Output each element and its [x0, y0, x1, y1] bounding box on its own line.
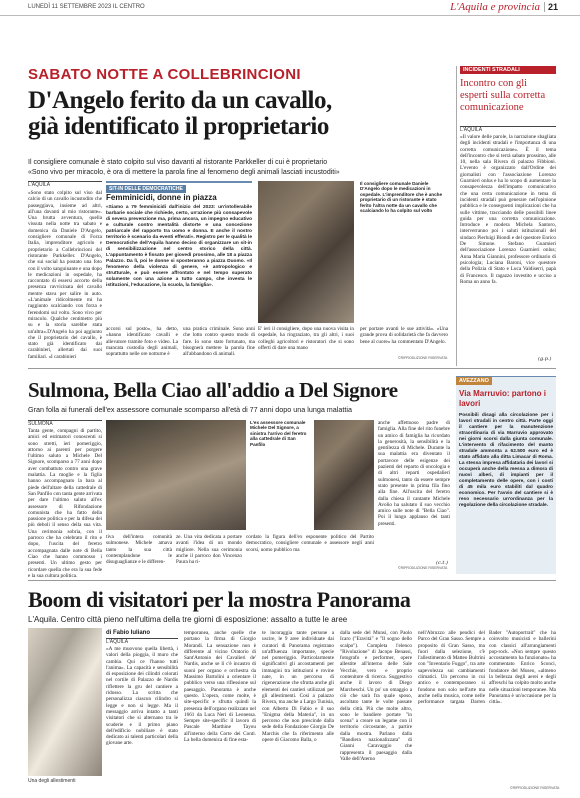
page-header: [0, 0, 580, 16]
story1-headline: [28, 88, 448, 140]
story2-photo-caption: [250, 420, 310, 530]
story3-col5-text: nell'Abruzzo alle pendici del Parco del Gran Sasso. Sempre a proposito di Gran Sasso, ma fuori dalla selezione, c'è l'allestimento di Matteo Bultrini con "Inventario Fuggo", tra arte sapevolezza sui cambiamenti climatici. Un percorso in cui antico e contemporaneo si fondono non solo nell'arte ma anche nella musica, come nelle performance targata Darren Bader "Autoportrait" che ha coinvolto musicisti e ballerini con classici all'arrangiamenti pop-rock. «Non sempre questo accostamento ha funzionato» ha commentato Enrico Sconci, fondatore del Museo, «almeno la bellezza degli aerei e degli affreschi ha colpito molto anche nelle situazioni temporanee. Ma Panorama è un'occasione per la città».: [418, 630, 558, 706]
story2-signature: (c.t.): [436, 560, 448, 566]
story2-caption-text: L'ex assessore comunale Michele Del Signore, a sinistra l'arrivo del feretro alla cattedrale di San Panfilo: [250, 420, 307, 447]
story2-photo-portrait: [314, 420, 374, 530]
story3-col3: [262, 630, 334, 788]
story2-headline: Sulmona, Bella Ciao all'addio a Del Signore: [28, 378, 398, 402]
story1-caption-text: Il consigliere comunale Daniele D'Angelo dopo le medicazioni in ospedale. L'imprenditore che è anche proprietario di un ristorante è stato ferito l'altra notte da un cavallo che scalciando lo ha colpito sul volto: [360, 181, 443, 214]
story2-subheadline: Gran folla ai funerali dell'ex assessore comunale scomparso all'età di 77 anni dopo una lunga malattia: [28, 405, 352, 414]
sidebar1-signature: (g.p.): [538, 356, 552, 362]
story1-subheadline: [28, 158, 448, 178]
story2-col-c: [246, 534, 374, 572]
story1-location-label: L'AQUILA: [28, 181, 102, 188]
story-separator-1: [28, 368, 556, 369]
sidebar1-tag: INCIDENTI STRADALI: [460, 66, 556, 74]
story1-col-a-text: accorsi sul posto», ha detto, «hanno identificato cavalli e allevatore tramite foto e video. La mancata custodia degli animali, soprattutto nelle ore notturne è: [106, 326, 180, 358]
story1-col-b: [183, 326, 255, 362]
story3-col4: [340, 630, 412, 788]
story2-credit: ©RIPRODUZIONE RISERVATA: [398, 566, 448, 570]
story2-col-d-text: anche affettuoso padre di famiglia. Alla fine del rito funebre un amico di famiglia ha ricordato la generosità, la sensibilità e la gentilezza di Michele. Durante la sua malattia era diventato il portavoce delle esigenze dei pazienti del reparto di oncologia e di altri reparti ospedalieri sulmonesi, tanto da essere sempre stato presente in prima fila fino alla fine. All'uscita del feretro dalla chiesa il cantante Michele Avolio ha salutato il suo vecchio amico sulle note di "Bella Ciao". Poi il lungo applauso dei tanti presenti.: [378, 420, 452, 527]
sidebar2-title: Via Marruvio: partono i lavori: [459, 389, 546, 408]
story3-headline: Boom di visitatori per la mostra Panorama: [28, 587, 411, 612]
story3-credit: ©RIPRODUZIONE RISERVATA: [510, 786, 560, 790]
inset-tag: SIT-IN DELLE DEMOCRATICHE: [106, 185, 186, 193]
story1-col-c: [258, 326, 354, 362]
page-number: 21: [544, 2, 558, 12]
story1-photo: [258, 181, 354, 323]
story3-location-label: L'AQUILA: [106, 638, 178, 645]
sidebar1-body: [460, 134, 556, 358]
inset-text: «Siamo a 79 femminicidi dall'inizio del 2023: un'intollerabile barbarie sociale che richiede, certo, un'azione più consapevole di severa prevenzione ma, prima ancora, un impegno educativo e culturale contro mentalità distorte e una concezione patriarcale del rapporto tra uomo e donna. E anche il nostro territorio è scenario da eventi efferati». Registro per le qualità le Democratiche dell'Aquila hanno deciso di organizzare un sit-in di sensibilizzazione nel centro storico della città. L'appuntamento è fissato per giovedì prossimo, alle 18 a piazza Palazzo. Da lì, poi le donne si sposteranno a piazza Duomo. «Il fenomeno della violenza di genere, «è antropologico e strutturale, e può essere affrontato e nel tempo superato solamente con una azione a tutto campo, che investa le istituzioni, l'educazione, la scuola, la famiglia».: [106, 205, 252, 288]
story3-col1: [106, 646, 178, 786]
story3-col4-text: dalla sede del Munsi, con Paolo Icaro ("Eravità" e "Il sogno dello scalpo"). Completa l'elenco "Rivoluzione" di Jacopo Benassi, fotografo e performer, opere allestite all'interno delle Sale Vecchie, vero e proprio contenitore di ricerca. Suggestivo anche il lavoro di Diego Marcheschi. Un po' un omaggio a ciò che sarà fra quale sposo, ascoltato tante le volte passate della città. Più che molte altro, sono le bandiere portate "in scena" a creare un legame con il territorio circostante, a partire dalla mostra. Parlano dalla "Bandiera nazionalizzata" di Gianni Caravaggio che rappresenta il paesaggio dalla Valle dell'Aterno: [340, 630, 414, 762]
story1-credit: ©RIPRODUZIONE RISERVATA: [398, 356, 448, 360]
story3-byline: di Fabio Iuliano: [106, 630, 150, 636]
story2-col1-text: Tanta gente, compagni di partito, amici ed estimatori conoscenti si sono stretti, ieri pomeriggio, attorno ai parenti per porgere l'ultimo saluto a Michele Del Signore, scomparso a 77 anni dopo aver combattuto contro una grave malattia. La moglie e la figlia hanno accompagnato la bara al piede dell'altare della cattedrale di San Panfilo con tanta gente arrivata per dare l'ultimo saluto all'ex assessore di Rifondazione comunista che ha fatto della passione politica e per la difesa dei più deboli il senso della sua vita. Una cerimonia sobria, con il parroco che ha celebrato il rito e dopo, l'uscita del feretro accompagnata dalle note di Bella Ciao che hanno commosso i presenti. Un ultimo gesto per ricordare quella che era la sua fede e la sua cultura politica.: [28, 428, 104, 579]
story2-col-b-text: ze. Una vita dedicata a portare avanti l'idea di un mondo migliore. Nella sua cerimonia anche il parroco don Vincenzo Paura ha ri-: [176, 534, 244, 566]
story3-photo: [28, 628, 102, 776]
story2-col1: [28, 428, 104, 579]
sidebar2-tag: AVEZZANO: [456, 377, 492, 385]
sidebar-divider: [456, 66, 457, 366]
story1-col-b-text: una pratica criminale. Sono anni che lotto contro questo modo di fare. Io sono stato fortunato, ma bisognerà mettere la parola fine all'abbandono di animali.: [183, 326, 257, 358]
story2-col-d: [378, 420, 450, 560]
story1-col-d-text: per portare avanti le sue attività». «Una grande prova di solidarietà che fa davvero bene al cuore» ha commentato D'Angelo.: [360, 326, 450, 345]
story1-sub-line2: «Sono vivo per miracolo, è ora di mettere la parola fine al fenomeno degli animali lasciati incustoditi»: [28, 169, 340, 176]
story2-col-b: [176, 534, 242, 572]
story2-photo-main: [106, 420, 246, 530]
story2-col-a: [106, 534, 172, 572]
header-section: L'Aquila e provincia: [450, 1, 540, 13]
story1-col-d: [360, 326, 448, 356]
inset-box: [106, 181, 252, 323]
story1-kicker: SABATO NOTTE A COLLEBRINCIONI: [28, 66, 301, 83]
sidebar2-text: Possibili disagi alla circolazione per i lavori stradali in centro città. Parte oggi il cantiere per la manutenzione straordinaria di via Marruvio approvato nei giorni scorsi dalla giunta comunale. L'intervento di rifacimento del manto stradale ammonta a 62.500 euro ed è stato affidato alla ditta Limacar di Roma. La stessa impresa affidataria dei lavori si occuperà anche della messa a dimora di nuovi alberi, di impianti per il completamento delle opere, con i costi di 45 mila euro stabiliti dal quadro economico. Per l'avvio del cantiere si è reso necessario un'ordinanza per la regolazione della circolazione stradale.: [459, 413, 553, 508]
story2-col-a-text: tiva dell'intera comunità sulmonese. Michele amava tanto la sua città contemplandone le disuguaglianze e le differen-: [106, 534, 174, 566]
story3-photo-caption: Una degli allestimenti: [28, 778, 76, 784]
inset-title: Femminicidi, donne in piazza: [106, 193, 217, 202]
sidebar1-text: «Il valore delle parole, la narrazione sbagliata degli incidenti stradali e l'importanza di una corretta comunicazione». È il tema dell'incontro che si terrà sabato prossimo, alle 10, nella sala Rivera di palazzo Fibbioni. L'evento è organizzato dall'Ordine dei giornalisti con l'associazione Lorenzo Guarnieri onlus e ha lo scopo di aumentare la consapevolezza dell'impatto comunicativo che una certa comunicazione in tema di incidenti stradali può generare nell'opinione pubblica e le conseguenti implicazioni che ha sulle vittime, tracciando delle possibili linee guida per una corretta comunicazione. Introduce e modera Michela Santoro, interverranno poi i saluti istituzionali del sindaco Pierluigi Biondi e del questore Enrico De Simone. Stefano Guarnieri dell'associazione Lorenzo Guarnieri onlus; Anna Maria Giannini, professore ordinario di psicologia; Luciana Baroni, vice questore della Polizia di Stato e Luca Valdiserri, papà di Francesco. Il ragazzo investito e ucciso a Roma un anno fa.: [460, 134, 558, 285]
story1-col1-text: «Sono stato colpito sul viso dal calcio di un cavallo incustodito che passeggiava, insieme ad altri, all'una davanti al mio ristorante». Una brutta avventura, quella vissuta nella notte tra sabato e domenica da Daniele D'Angelo, consigliere comunale di Forza Italia, imprenditore agricolo e proprietario a Collebrincioni del ristorante Parkkeller. D'Angelo, che sui social ha postato una foto con il volto sanguinante e una dopo le medicazioni in ospedale, ha raccontato di essersi accorto della presenza ravvicinata del cavallo mentre stava per salire in auto. «L'animale ridicolmente mi ha raggiunto scalciando con forza e ferendomi sul volto. Sono vivo per miracolo. Qualche centimetro più su e la storia sarebbe stata un'altra».D'Angelo ha poi aggiunto che il proprietario del cavallo, è stato già identificato dai carabinieri, allertati dai suoi familiari. «I carabinieri: [28, 190, 104, 360]
sidebar1-title: Incontro con gli esperti sulla corretta comunicazione: [460, 78, 546, 113]
sidebar1-location-label: L'AQUILA: [460, 126, 556, 133]
story3-col5: [418, 630, 556, 782]
story1-headline-line1: D'Angelo ferito da un cavallo,: [28, 87, 332, 114]
story1-headline-line2: già identificato il proprietario: [28, 113, 329, 140]
story-separator-2: [28, 580, 556, 581]
story3-col3-text: te incoraggia tante persone a uscire, le 9 aree individuate dai curatori di Panorama registrano un'affluenza importante, specie nel pomeriggio. Particolarmente significativi gli accostamenti per immagini tra istituzioni e rovine nate, in un percorso di rigenerazione che sfrutta anche gli elementi dei cantieri utilizzati per gli allestimenti. Così a palazzo Rivera, ma anche a Largo Tunisia, con Alberto Di Fabio e il suo "Enigma della Materia", in un percorso che non prescinde dalla sede della Fondazione Giorgio De Marchis che fa riferimento alle opere di Giacomo Balla, o: [262, 630, 336, 744]
story2-location-label: SULMONA: [28, 420, 102, 427]
story2-col-c-text: cordato la figura dell'ex esponente politico del Partito democratico, consigliere comunale e assessore negli anni scorsi, uomo pubblico ma: [246, 534, 376, 553]
story1-col1: [28, 190, 104, 360]
story3-col2: [184, 630, 256, 788]
story1-col-c-text: E' ieri il consigliere, dopo una nuova visita in ospedale, ha ringraziato, tra gli altri, i suoi colleghi agricoltori e ristoratori che si sono offerti di dare una mano: [258, 326, 356, 351]
story3-subheadline: L'Aquila. Centro città pieno nell'ultima della tre giorni di esposizione: assalto a tutte le aree: [28, 615, 348, 624]
sidebar2-box: [456, 376, 556, 574]
header-date: LUNEDÌ 11 SETTEMBRE 2023 IL CENTRO: [28, 4, 145, 10]
story3-col1-text: «A me muovono quella libertà, i valori della pioggia, il muro che cambia. Qui ce l'hanno tutti l'anima». La capacità e sensibilità di esposizione dei cilindri colorati nel cortile di Palazzo de Nardis riflettere la gru del cantiere a ridosso. La scritta che personalizza ciascun cilindro si legge e non si legge. Ma il messaggio arriva intatto a tanti visitatori che si alternano tra le scuderie e il primo piano dell'edificio nobiliare è stato dedicato ai talenti particolari della giovane arte.: [106, 646, 180, 747]
story3-col2-text: temporanea, anche quelle che portano la firma di Giorgio Morandi. La sensazione non è differente al vicino Oratorio di Sant'Antonio dei Cavalieri de' Nardis, anche se lì c'è incastro di suoni per organo e orchestra da Massimo Bartolini a orientare il pubblico verso una riflessione sul paesaggio. Panorama è anche questo. L'opera, come molte, è site-specific e sfrutta quindi la presenza dell'organo realizzato nel 1661 da Luca Neri di Leonessa. Sempre site-specific il lavoro di Pascale Marthine Tayou all'interno della Corte dei Conti. La bella domenica di fine esta-: [184, 630, 258, 744]
story1-photo-caption: [360, 181, 448, 327]
story1-col-a: [106, 326, 178, 362]
story1-sub-line1: Il consigliere comunale è stato colpito sul viso davanti al ristorante Parkkeller di cui è proprietario: [28, 159, 328, 166]
